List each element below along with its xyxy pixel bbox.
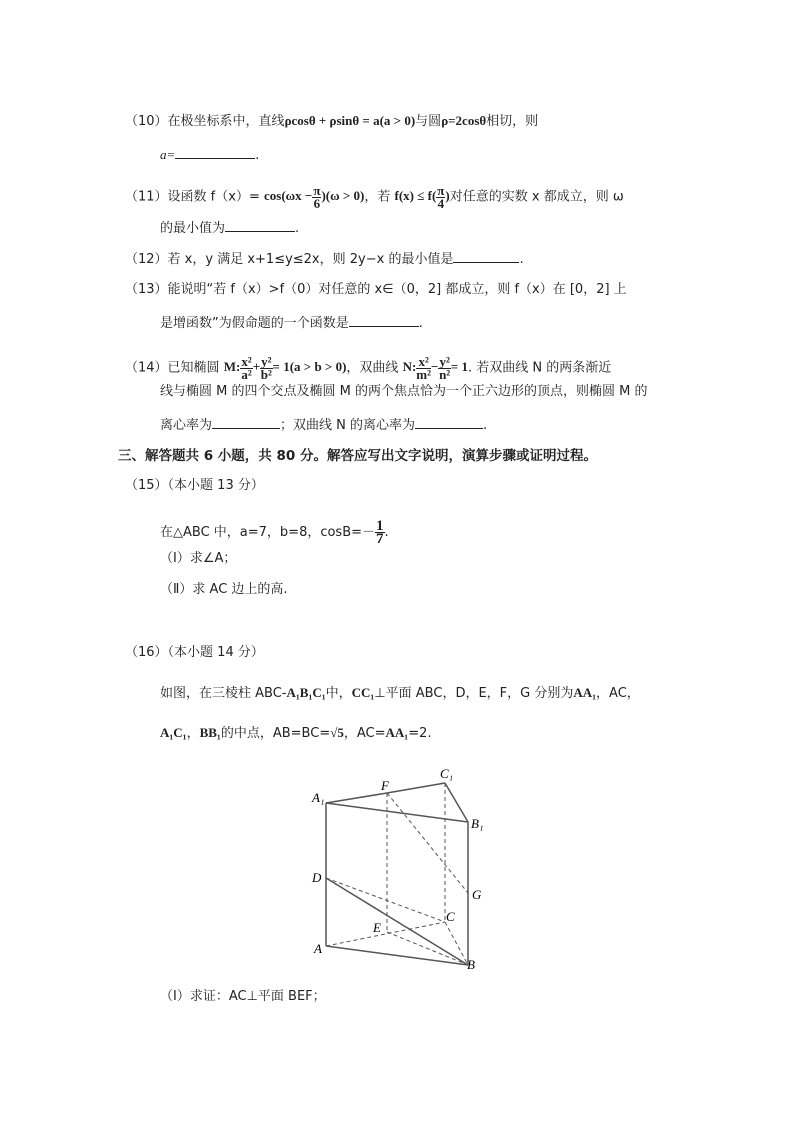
question-16-statement-line1: 如图，在三棱柱 ABC-A₁B₁C₁中，CC₁⊥平面 ABC，D，E，F，G 分别为AA₁，AC，: [160, 685, 640, 701]
label-b: B: [467, 957, 475, 972]
edge-c1-b1: [445, 783, 468, 822]
answer-blank[interactable]: [415, 415, 483, 429]
question-14-line2: 线与椭圆 M 的四个交点及椭圆 M 的两个焦点恰为一个正六边形的顶点，则椭圆 M 的: [160, 384, 648, 399]
line-equation: ρcosθ + ρsinθ = a(a > 0): [284, 113, 416, 128]
question-15-statement: 在△ABC 中，a=7，b=8，cosB=－ $\frac{1}{7}$ .: [160, 518, 389, 547]
question-16-header: （16）（本小题 14 分）: [125, 645, 264, 660]
label-a: A: [314, 941, 322, 956]
label-d: D: [312, 870, 322, 885]
label-a1: A₁: [312, 790, 325, 805]
question-14-answer: 离心率为 ；双曲线 N 的离心率为 .: [160, 415, 487, 435]
question-12: （12）若 x，y 满足 x+1≤y≤2x，则 2y−x 的最小值是 .: [125, 249, 524, 269]
question-15-header: （15）（本小题 13 分）: [125, 478, 264, 493]
circle-equation: ρ=2cosθ: [441, 113, 487, 128]
answer-blank[interactable]: [175, 145, 255, 159]
question-15-part1: （Ⅰ）求∠A；: [160, 551, 237, 566]
question-11: （11）设函数 f（x）= cos(ωx − $\frac{\pi}{6}$ )(ω > 0)，若 f(x) ≤ f( $\frac{\pi}{4}$ )对任意的实数 x 都成立，则 ω: [125, 183, 624, 211]
hyperbola-equation: N: $\frac{\text{x²}}{\text{m²}}$ − $\frac{\text{y²}}{\text{n²}}$ = 1: [402, 354, 469, 382]
question-15-part2: （Ⅱ）求 AC 边上的高.: [160, 582, 288, 597]
prism-figure: [300, 760, 500, 975]
answer-blank[interactable]: [212, 415, 280, 429]
question-16-part1: （Ⅰ）求证：AC⊥平面 BEF；: [160, 989, 326, 1004]
label-g: G: [472, 887, 482, 902]
answer-blank[interactable]: [225, 218, 295, 232]
label-b1: B₁: [471, 816, 484, 831]
label-f: F: [381, 778, 389, 793]
hidden-d-c: [326, 878, 445, 922]
question-10-answer: a= .: [160, 147, 260, 163]
answer-blank[interactable]: [453, 249, 519, 263]
ellipse-equation: M: $\frac{\text{x²}}{\text{a²}}$ + $\frac{\text{y²}}{\text{b²}}$ = 1(a > b > 0): [223, 354, 347, 382]
question-13-answer: 是增函数”为假命题的一个函数是 .: [160, 313, 423, 333]
answer-blank[interactable]: [349, 313, 419, 327]
question-10: （10）在极坐标系中，直线ρcosθ + ρsinθ = a(a > 0)与圆ρ=2cosθ相切，则: [125, 113, 539, 129]
label-c1: C₁: [440, 766, 454, 781]
question-13: （13）能说明“若 f（x）>f（0）对任意的 x∈（0，2] 都成立，则 f（x）在 [0，2] 上: [125, 282, 627, 297]
question-11-answer: 的最小值为 .: [160, 218, 299, 238]
inequality-condition: f(x) ≤ f( $\frac{\pi}{4}$ ): [394, 183, 450, 211]
label-e: E: [373, 920, 381, 935]
hidden-f-g: [387, 793, 468, 893]
label-c: C: [446, 909, 455, 924]
edge-a-b: [326, 946, 468, 965]
question-14: （14）已知椭圆 M: $\frac{\text{x²}}{\text{a²}}$ + $\frac{\text{y²}}{\text{b²}}$ = 1(a > b > 0)，双曲线 N: $\frac{\text{x²}}{\text{m²}}$ − $\frac{\text{y²}}{\text{n²}}$ = 1. 若双曲线 N 的两条渐近: [125, 354, 612, 382]
hidden-a-c: [326, 922, 445, 946]
function-formula: cos(ωx − $\frac{\pi}{6}$ )(ω > 0): [263, 183, 365, 211]
question-16-statement-line2: A₁C₁，BB₁的中点，AB=BC=√5，AC=AA₁=2.: [160, 725, 432, 741]
edge-f-c1: [387, 783, 445, 793]
section-heading: 三、解答题共 6 小题，共 80 分。解答应写出文字说明，演算步骤或证明过程。: [118, 448, 597, 464]
edge-a1-f: [326, 793, 387, 803]
